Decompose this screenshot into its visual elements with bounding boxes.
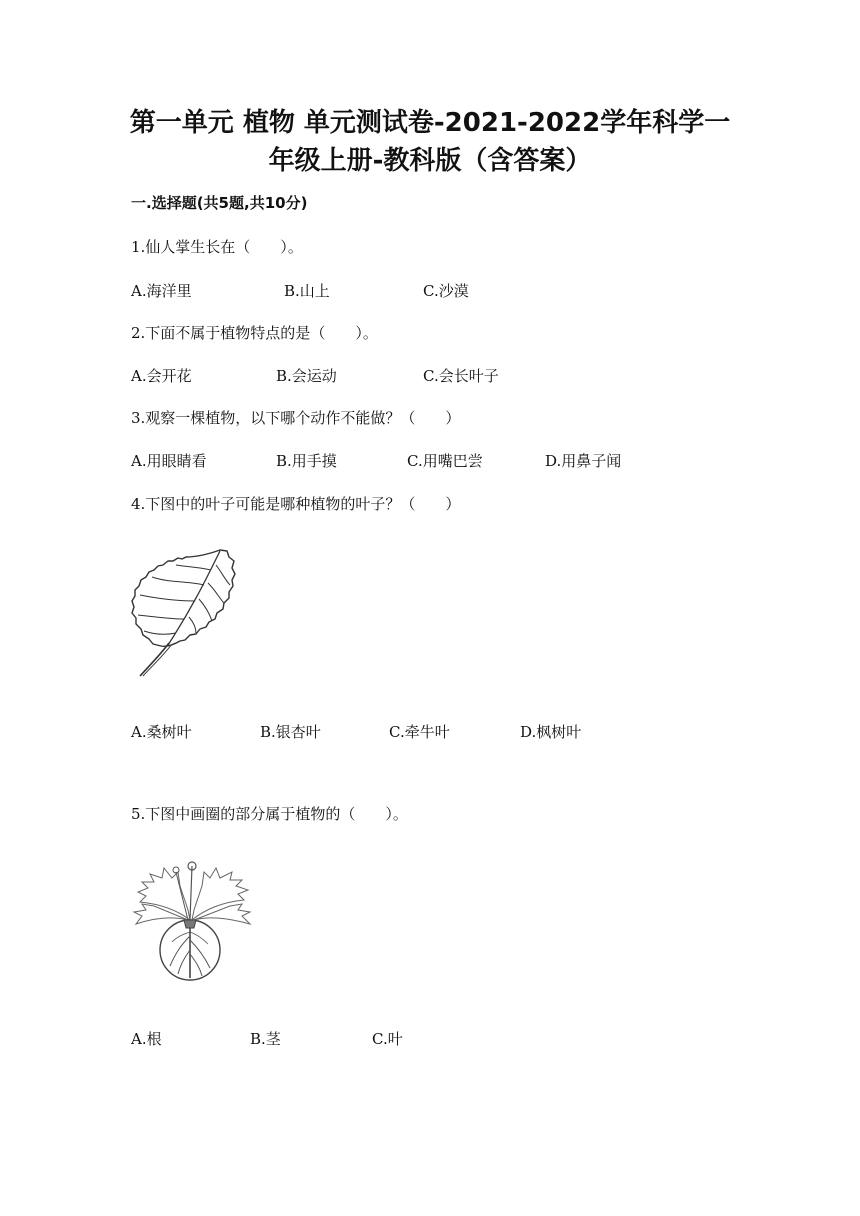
question-1-stem: 1.仙人掌生长在（ ）。 [131, 238, 303, 256]
title-line-2: 年级上册-教科版（含答案） [268, 146, 592, 176]
document-title [100, 104, 760, 180]
question-3-options [131, 450, 731, 472]
question-1-options [131, 280, 731, 302]
option-c: C.用嘴巴尝 [407, 452, 483, 470]
option-a: A.用眼睛看 [131, 452, 207, 470]
option-a: A.桑树叶 [131, 723, 192, 741]
option-b: B.银杏叶 [260, 723, 321, 741]
question-4-options [131, 721, 731, 743]
question-2-stem: 2.下面不属于植物特点的是（ ）。 [131, 324, 378, 342]
option-c: C.会长叶子 [423, 367, 499, 385]
option-c: C.沙漠 [423, 282, 469, 300]
option-b: B.会运动 [276, 367, 337, 385]
option-c: C.叶 [372, 1030, 403, 1048]
option-c: C.牵牛叶 [389, 723, 450, 741]
section-heading: 一.选择题(共5题,共10分) [131, 194, 308, 212]
option-a: A.会开花 [131, 367, 192, 385]
option-a: A.根 [131, 1030, 162, 1048]
option-b: B.用手摸 [276, 452, 337, 470]
question-3-stem: 3.观察一棵植物，以下哪个动作不能做？（ ） [131, 409, 461, 427]
leaf-figure [128, 545, 243, 680]
option-b: B.山上 [284, 282, 330, 300]
dandelion-figure [132, 860, 254, 985]
title-line-1: 第一单元 植物 单元测试卷-2021-2022学年科学一 [129, 108, 731, 138]
option-b: B.茎 [250, 1030, 281, 1048]
option-a: A.海洋里 [131, 282, 192, 300]
question-4-stem: 4.下图中的叶子可能是哪种植物的叶子？（ ） [131, 495, 461, 513]
option-d: D.用鼻子闻 [545, 452, 622, 470]
question-5-options [131, 1028, 731, 1050]
question-5-stem: 5.下图中画圈的部分属于植物的（ ）。 [131, 805, 408, 823]
question-2-options [131, 365, 731, 387]
option-d: D.枫树叶 [520, 723, 582, 741]
